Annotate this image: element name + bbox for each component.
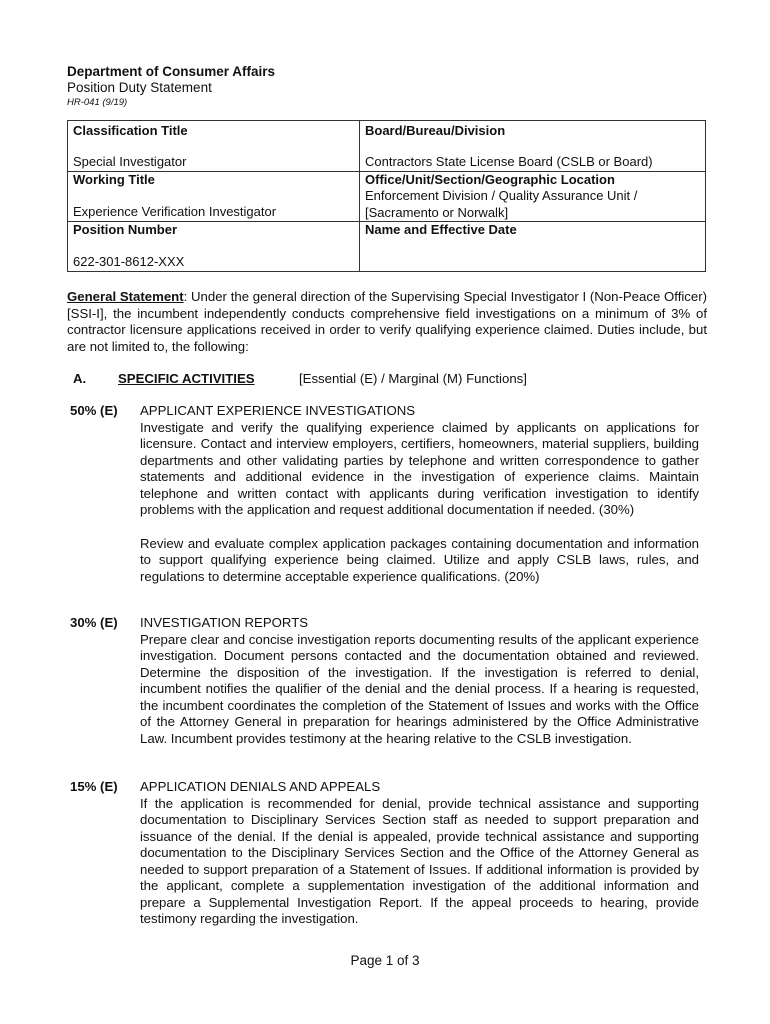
document-title: Position Duty Statement (67, 80, 212, 95)
name-date-label: Name and Effective Date (365, 222, 517, 237)
position-number-cell (68, 222, 360, 272)
position-number-value: 622-301-8612-XXX (73, 254, 185, 270)
activity-paragraph: Investigate and verify the qualifying experience claimed by applicants on applications for licensure. Contact and interview employers, certifiers, homeowners, material suppliers, building departments and other validating parties by telephone and written correspondence to gather statements and additional evidence in the investigation of experience claims. Maintain telephone and written contact with applicants during verification investigation to identify problems with the application and request additional documentation if needed. (30%) (140, 419, 699, 517)
activity-body (140, 615, 699, 747)
position-info-table (67, 120, 706, 272)
board-label: Board/Bureau/Division (365, 123, 506, 138)
section-letter: A. (73, 371, 87, 386)
activity-title: INVESTIGATION REPORTS (140, 615, 309, 630)
activity-percent: 30% (E) (70, 615, 118, 630)
department-name: Department of Consumer Affairs (67, 64, 276, 79)
form-number: HR-041 (9/19) (67, 97, 128, 108)
working-title-cell (68, 172, 360, 222)
office-value-line-1: Enforcement Division / Quality Assurance Unit / (365, 188, 638, 204)
office-value-line-2: [Sacramento or Norwalk] (365, 204, 509, 220)
activity-body (140, 403, 699, 585)
activity-percent: 50% (E) (70, 403, 118, 418)
board-cell (360, 121, 706, 172)
classification-title-cell (68, 121, 360, 172)
section-subtitle: [Essential (E) / Marginal (M) Functions] (299, 371, 527, 386)
classification-title-value: Special Investigator (73, 154, 187, 170)
activity-percent: 15% (E) (70, 779, 118, 794)
working-title-value: Experience Verification Investigator (73, 204, 277, 220)
office-label: Office/Unit/Section/Geographic Location (365, 172, 615, 187)
board-value: Contractors State License Board (CSLB or Board) (365, 154, 653, 170)
classification-title-label: Classification Title (73, 123, 188, 138)
activity-body (140, 779, 699, 928)
name-date-cell (360, 222, 706, 272)
office-cell (360, 172, 706, 222)
activity-title: APPLICANT EXPERIENCE INVESTIGATIONS (140, 403, 416, 418)
activity-paragraph: Review and evaluate complex application packages containing documentation and information to support qualifying experience being claimed. Utilize and apply CSLB laws, rules, and regulations to determine acceptable experience qualifications. (20%) (140, 535, 699, 584)
general-statement-label: General Statement (67, 289, 184, 304)
page-number: Page 1 of 3 (350, 953, 420, 968)
position-number-label: Position Number (73, 222, 178, 237)
general-statement (67, 289, 707, 355)
working-title-label: Working Title (73, 172, 155, 187)
activity-title: APPLICATION DENIALS AND APPEALS (140, 779, 381, 794)
section-title: SPECIFIC ACTIVITIES (118, 371, 255, 386)
document-header (67, 64, 275, 109)
activity-paragraph: Prepare clear and concise investigation reports documenting results of the applicant experience investigation. Document persons contacted and the documentation obtained and reviewed. Determine the disposition of the investigation. If the investigation is referred to denial, incumbent notifies the qualifier of the denial and the denial process. If a hearing is requested, the incumbent coordinates the completion of the Statement of Issues and works with the Office of the Attorney General in preparation for hearings administered by the Office Administrative Law. Incumbent provides testimony at the hearing relative to the CSLB investigation. (140, 631, 699, 746)
general-statement-text: : Under the general direction of the Supervising Special Investigator I (Non-Peace Officer) [SSI-I], the incumbent independently conducts comprehensive field investigations on a minimum of 3% of contractor licensure applications received in order to verify qualifying experience claimed. Duties include, but are not limited to, the following: (67, 289, 708, 354)
activity-paragraph: If the application is recommended for denial, provide technical assistance and supporting documentation to Disciplinary Services Section staff as needed to support preparation and issuance of the denial. If the denial is appealed, provide technical assistance and supporting documentation to the Disciplinary Services Section and the Office of the Attorney General as needed to support preparation of a Statement of Issues. If additional information is provided by the applicant, complete a supplementation investigation of the additional information and prepare a Supplemental Investigation Report. If the appeal proceeds to hearing, provide testimony regarding the investigation. (140, 795, 699, 926)
